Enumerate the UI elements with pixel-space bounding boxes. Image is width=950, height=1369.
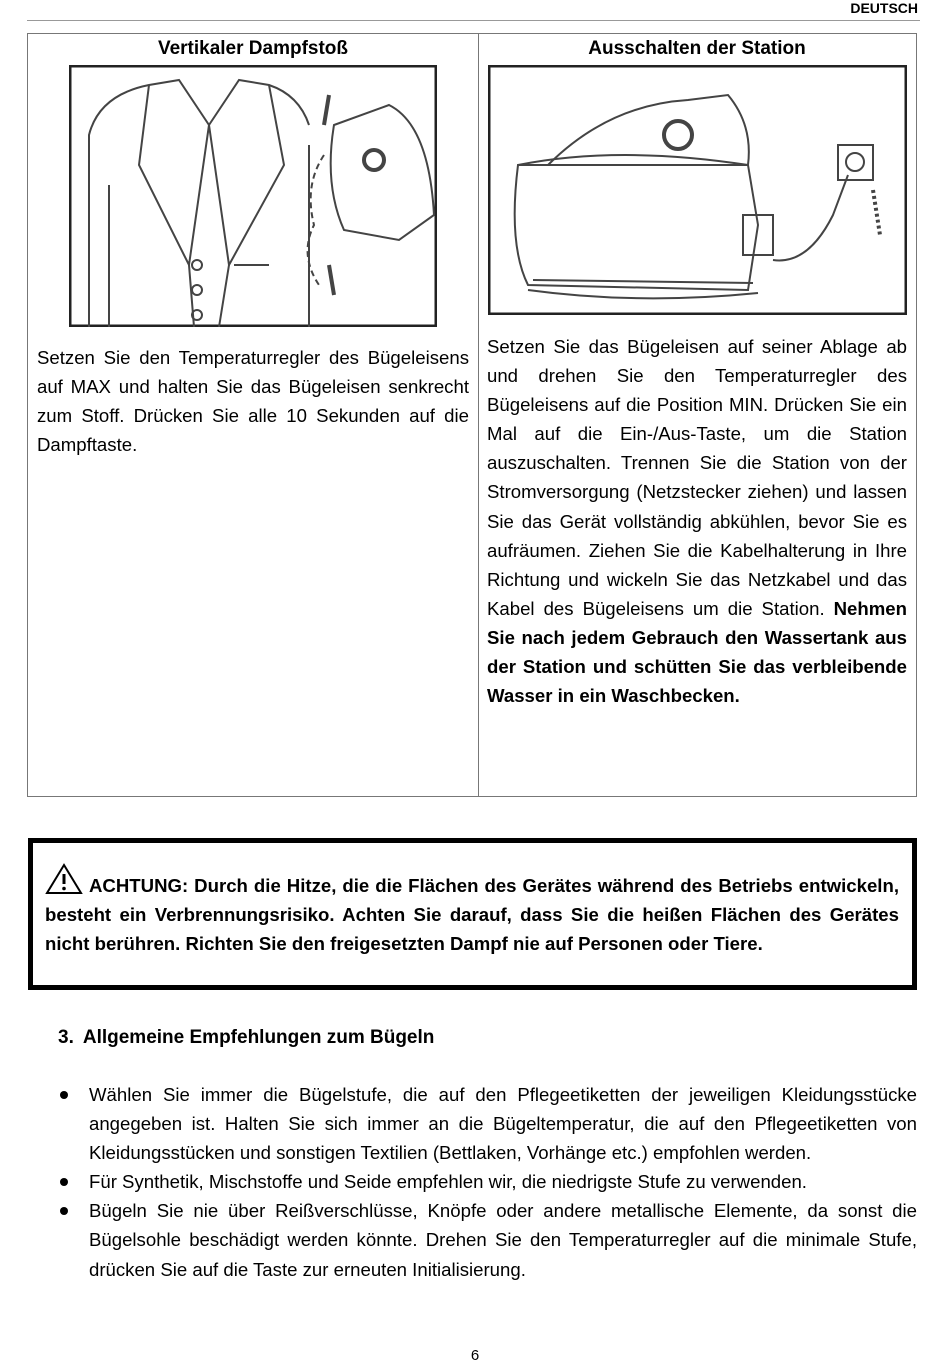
list-item: [0, 1196, 917, 1283]
warning-triangle-icon: [45, 863, 83, 895]
station-off-cell: [478, 34, 916, 796]
list-item: [0, 1080, 917, 1167]
station-off-instructions: Setzen Sie das Bügeleisen auf seiner Ablage ab und drehen Sie den Temperaturregler des Bügeleisens auf die Position MIN. Drücken Sie ein Mal auf die Ein-/Aus-Taste, um die Station auszuschalten. Trennen Sie die Station von der Stromversorgung (Netzstecker ziehen) und lassen Sie das Gerät vollständig abkühlen, bevor Sie es aufräumen. Ziehen Sie die Kabelhalterung in Ihre Richtung und wickeln Sie das Netzkabel und das Kabel des Bügeleisens um die Station.: [487, 336, 907, 619]
station-off-title: Ausschalten der Station: [588, 38, 806, 59]
bullet-icon: [60, 1178, 68, 1186]
warning-text: ACHTUNG: Durch die Hitze, die die Flächen des Gerätes während des Betriebs entwickeln, besteht ein Verbrennungsrisiko. Achten Sie darauf, dass Sie die heißen Flächen des Gerätes nicht berühren. Richten Sie den freigesetzten Dampf nie auf Personen oder Tiere.: [45, 875, 899, 955]
vertical-steam-illustration: [69, 65, 437, 327]
bullet-icon: [60, 1207, 68, 1215]
list-item: [0, 1167, 927, 1196]
vertical-steam-title: Vertikaler Dampfstoß: [157, 38, 349, 59]
station-off-bold-note: Nehmen Sie nach jedem Gebrauch den Wassertank aus der Station und schütten Sie das verbleibende Wasser in ein Waschbecken.: [487, 597, 907, 707]
vertical-steam-text: Setzen Sie den Temperaturregler des Bügeleisens auf MAX und halten Sie das Bügeleisen senkrecht zum Stoff. Drücken Sie alle 10 Sekunden auf die Dampftaste.: [37, 347, 469, 456]
station-off-illustration: [488, 65, 907, 315]
list-item-text: Bügeln Sie nie über Reißverschlüsse, Knöpfe oder andere metallische Elemente, da sonst die Bügelsohle beschädigt werden könnte. Drehen Sie den Temperaturregler auf die minimale Stufe, drücken Sie auf die Taste zur erneuten Initialisierung.: [89, 1200, 917, 1280]
vertical-steam-cell: [28, 34, 479, 796]
instruction-table: [27, 33, 917, 797]
section-heading: [58, 1027, 434, 1049]
section-title: Allgemeine Empfehlungen zum Bügeln: [82, 1027, 435, 1048]
list-item-text: Wählen Sie immer die Bügelstufe, die auf den Pflegeetiketten der jeweiligen Kleidungsstücke angegeben ist. Halten Sie sich immer an die Bügeltemperatur, die auf den Pflegeetiketten von Kleidungsstücken und sonstigen Textilien (Bettlaken, Vorhänge etc.) empfohlen werden.: [89, 1084, 917, 1164]
section-number: 3.: [58, 1027, 74, 1048]
station-off-text: [487, 332, 907, 710]
bullet-icon: [60, 1091, 68, 1099]
page-number: 6: [470, 1347, 480, 1364]
list-item-text: Für Synthetik, Mischstoffe und Seide empfehlen wir, die niedrigste Stufe zu verwenden.: [89, 1171, 807, 1193]
header-language: DEUTSCH: [850, 0, 918, 16]
header-divider: [27, 20, 920, 21]
recommendation-list: [0, 1080, 917, 1284]
warning-box: [28, 838, 917, 990]
